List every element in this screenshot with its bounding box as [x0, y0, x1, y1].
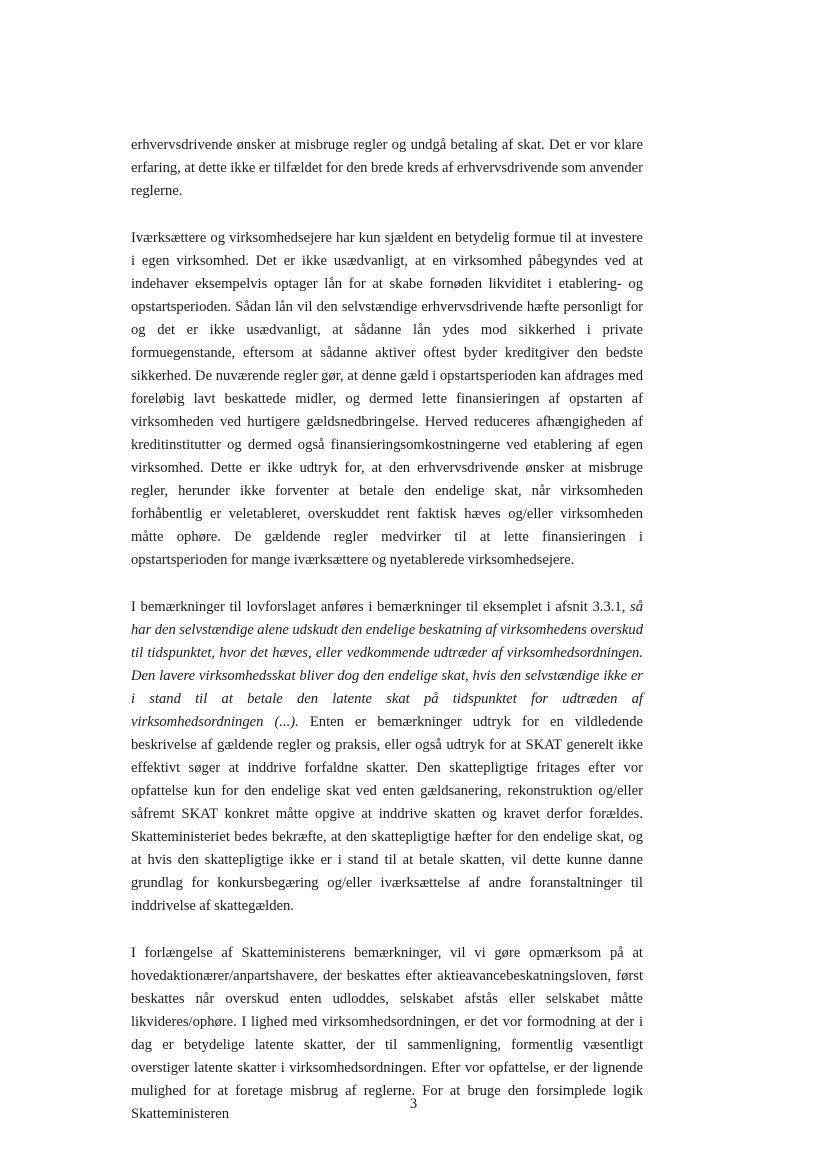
paragraph-3: [131, 596, 643, 918]
paragraph-1: [131, 134, 643, 203]
paragraph-3-body: Enten er bemærkninger udtryk for en vildledende beskrivelse af gældende regler og praksis, eller også udtryk for at SKAT generelt ikke effektivt søger at inddrive forfaldne skatter. Den skattepligtige fritages efter vor opfattelse kun for den endelige skat ved enten gældsanering, rekonstruktion og/eller såfremt SKAT konkret måtte opgive at inddrive skatten og kravet derfor forældes. Skatteministeriet bedes bekræfte, at den skattepligtige hæfter for den endelige skat, og at hvis den skattepligtige ikke er i stand til at betale skatten, vil dette kunne danne grundlag for konkursbegæring og/eller iværksættelse af andre foranstaltninger til inddrivelse af skattegælden.: [131, 714, 643, 914]
paragraph-4-text: I forlængelse af Skatteministerens bemærkninger, vil vi gøre opmærksom på at hovedaktionærer/anpartshavere, der beskattes efter aktieavancebeskatningsloven, først beskattes når overskud enten udloddes, selskabet afstås eller selskabet måtte likvideres/ophøre. I lighed med virksomhedsordningen, er det vor formodning at der i dag er betydelige latente skatter, der til sammenligning, formentlig væsentligt overstiger latente skatter i virksomhedsordningen. Efter vor opfattelse, er der lignende mulighed for at foretage misbrug af reglerne. For at bruge den forsimplede logik Skatteministeren: [131, 945, 643, 1122]
page-number: 3: [409, 1096, 418, 1112]
paragraph-3-quote: så har den selvstændige alene udskudt den endelige beskatning af virksomhedens overskud til tidspunktet, hvor det hæves, eller vedkommende udtræder af virksomhedsordningen. Den lavere virksomhedsskat bliver dog den endelige skat, hvis den selvstændige ikke er i stand til at betale den latente skat på tidspunktet for udtræden af virksomhedsordningen (...).: [131, 599, 643, 730]
body-text: [131, 134, 643, 1150]
paragraph-2-text: Iværksættere og virksomhedsejere har kun sjældent en betydelig formue til at investere i egen virksomhed. Det er ikke usædvanligt, at en virksomhed påbegyndes ved at indehaver eksempelvis optager lån for at skabe fornøden likviditet i etablering- og opstartsperioden. Sådan lån vil den selvstændige erhvervsdrivende hæfte personligt for og det er ikke usædvanligt, at sådanne lån ydes mod sikkerhed i private formuegenstande, eftersom at sådanne aktiver oftest byder kreditgiver den bedste sikkerhed. De nuværende regler gør, at denne gæld i opstartsperioden kan afdrages med foreløbig lavt beskattede midler, og dermed lette finansieringen af opstarten af virksomheden ved hurtigere gældsnedbringelse. Herved reduceres afhængigheden af kreditinstitutter og dermed også finansieringsomkostningerne ved etablering af egen virksomhed. Dette er ikke udtryk for, at den erhvervsdrivende ønsker at misbruge regler, herunder ikke forventer at betale den endelige skat, når virksomheden forhåbentlig er veletableret, overskuddet rent faktisk hæves og/eller virksomheden måtte ophøre. De gældende regler medvirker til at lette finansieringen i opstartsperioden for mange iværksættere og nyetablerede virksomhedsejere.: [131, 230, 643, 568]
paragraph-2: [131, 227, 643, 572]
paragraph-3-intro: I bemærkninger til lovforslaget anføres i bemærkninger til eksemplet i afsnit 3.3.1,: [131, 599, 631, 615]
paragraph-1-text: erhvervsdrivende ønsker at misbruge regler og undgå betaling af skat. Det er vor klare erfaring, at dette ikke er tilfældet for den brede kreds af erhvervsdrivende som anvender reglerne.: [131, 137, 643, 199]
